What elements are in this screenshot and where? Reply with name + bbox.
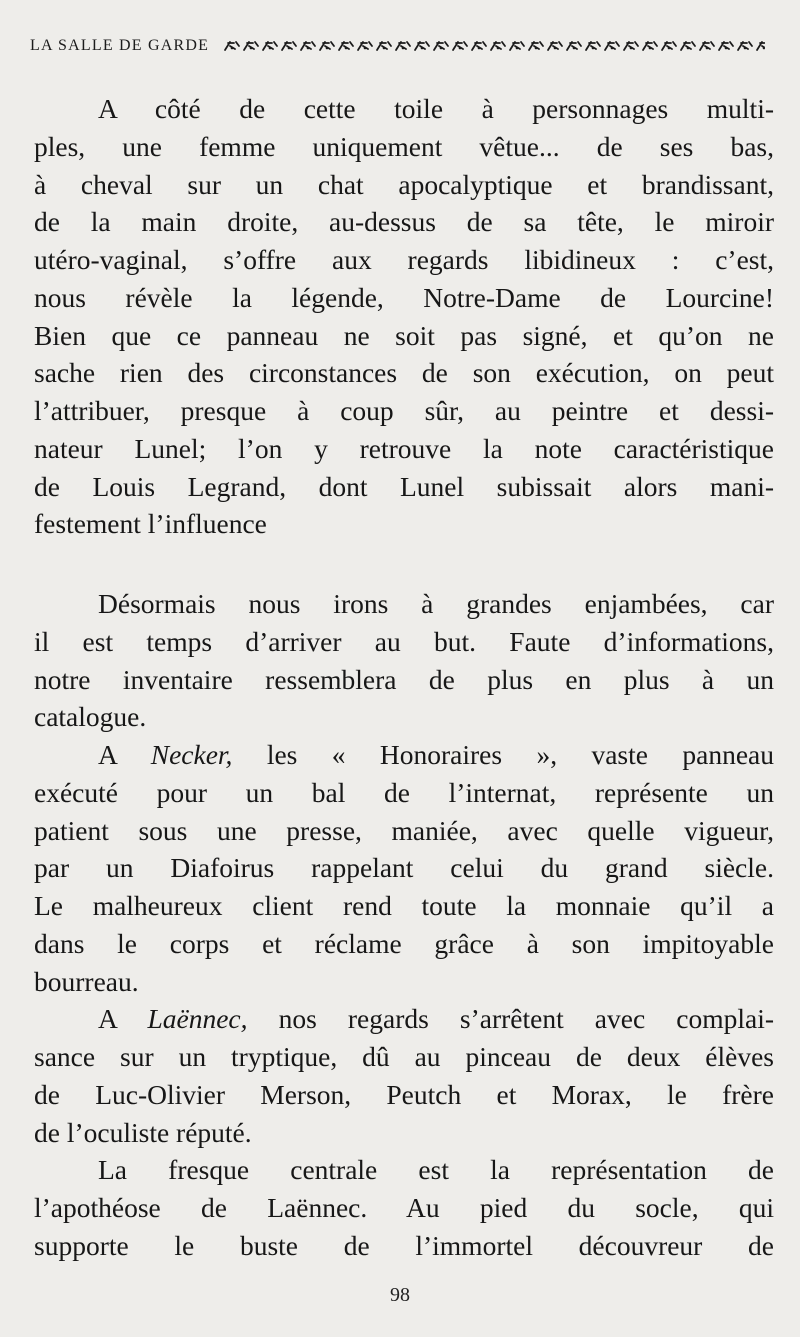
text-run: exécuté pour un bal de l’internat, représente un	[34, 776, 774, 808]
paragraph	[34, 736, 774, 1000]
text-line	[34, 1076, 774, 1114]
text-line	[34, 1038, 774, 1076]
text-run: patient sous une presse, maniée, avec quelle vigueur,	[34, 814, 774, 846]
text-line	[34, 392, 774, 430]
text-line	[34, 585, 774, 623]
text-run: supporte le buste de l’immortel découvreur de	[34, 1229, 774, 1261]
text-line	[34, 468, 774, 506]
text-run: A	[98, 739, 151, 770]
text-run: sance sur un tryptique, dû au pinceau de deux élèves	[34, 1041, 774, 1072]
text-line	[34, 887, 774, 925]
text-line	[34, 317, 774, 355]
text-run: Bien que ce panneau ne soit pas signé, et qu’on ne	[34, 319, 774, 351]
text-run: à cheval sur un chat apocalyptique et brandissant,	[34, 168, 774, 200]
paragraph-gap	[34, 543, 774, 585]
text-run: nateur Lunel; l’on y retrouve la note caractéristique	[34, 432, 774, 464]
text-run: Désormais nous irons à grandes enjambées, car	[98, 588, 774, 619]
text-line	[34, 812, 774, 850]
text-line	[34, 661, 774, 699]
text-line	[34, 166, 774, 204]
fleuron-rule-icon	[223, 39, 765, 53]
text-run: festement l’influence	[34, 508, 267, 540]
text-line	[34, 1189, 774, 1227]
text-line	[34, 736, 774, 774]
text-run: par un Diafoirus rappelant celui du grand siècle.	[34, 852, 774, 884]
text-run: sache rien des circonstances de son exécution, on peut	[34, 357, 774, 389]
running-title: LA SALLE DE GARDE	[30, 37, 210, 54]
text-line	[34, 430, 774, 468]
text-line	[34, 203, 774, 241]
text-line	[34, 1114, 774, 1152]
text-line	[34, 241, 774, 279]
text-run: catalogue.	[34, 701, 147, 733]
text-run: dans le corps et réclame grâce à son impitoyable	[34, 927, 774, 959]
text-line	[34, 128, 774, 166]
text-run: nos regards s’arrêtent avec complai-	[247, 1003, 775, 1035]
text-line	[34, 963, 774, 1001]
text-run: de l’oculiste réputé.	[34, 1116, 252, 1148]
text-line	[34, 925, 774, 963]
text-run: de la main droite, au-dessus de sa tête, le miroir	[34, 206, 774, 238]
text-line	[34, 623, 774, 661]
paragraph	[34, 1151, 774, 1264]
page-number: 98	[390, 1284, 410, 1306]
text-run: l’attribuer, presque à coup sûr, au peintre et dessi-	[34, 395, 774, 426]
paragraph	[34, 1000, 774, 1151]
text-run: A côté de cette toile à personnages multi-	[98, 93, 774, 124]
text-line	[34, 774, 774, 812]
text-run: de Luc-Olivier Merson, Peutch et Morax, le frère	[34, 1078, 774, 1110]
text-line	[34, 1000, 774, 1038]
text-run: il est temps d’arriver au but. Faute d’informations,	[34, 625, 774, 657]
text-line	[34, 1151, 774, 1189]
text-line	[34, 279, 774, 317]
text-line	[34, 90, 774, 128]
text-run: nous révèle la légende, Notre-Dame de Lourcine!	[34, 281, 774, 313]
body-text	[34, 90, 774, 1265]
text-run: ples, une femme uniquement vêtue... de ses bas,	[34, 130, 774, 162]
text-run: notre inventaire ressemblera de plus en plus à un	[34, 663, 774, 695]
text-line	[34, 1227, 774, 1265]
text-line	[34, 849, 774, 887]
text-run: La fresque centrale est la représentation de	[98, 1154, 774, 1186]
italic-place-name: Necker,	[150, 739, 233, 770]
text-line	[34, 698, 774, 736]
paragraph	[34, 585, 774, 736]
text-run: les « Honoraires », vaste panneau	[232, 739, 774, 770]
text-run: bourreau.	[34, 965, 139, 997]
text-run: de Louis Legrand, dont Lunel subissait alors mani-	[34, 470, 774, 502]
text-run: A	[98, 1003, 148, 1035]
italic-place-name: Laënnec,	[147, 1003, 248, 1035]
text-run: l’apothéose de Laënnec. Au pied du socle, qui	[34, 1192, 774, 1223]
running-head	[30, 34, 765, 58]
text-line	[34, 354, 774, 392]
text-run: Le malheureux client rend toute la monnaie qu’il a	[34, 890, 774, 921]
paragraph	[34, 90, 774, 543]
text-line	[34, 505, 774, 543]
text-run: utéro-vaginal, s’offre aux regards libidineux : c’est,	[34, 244, 774, 275]
